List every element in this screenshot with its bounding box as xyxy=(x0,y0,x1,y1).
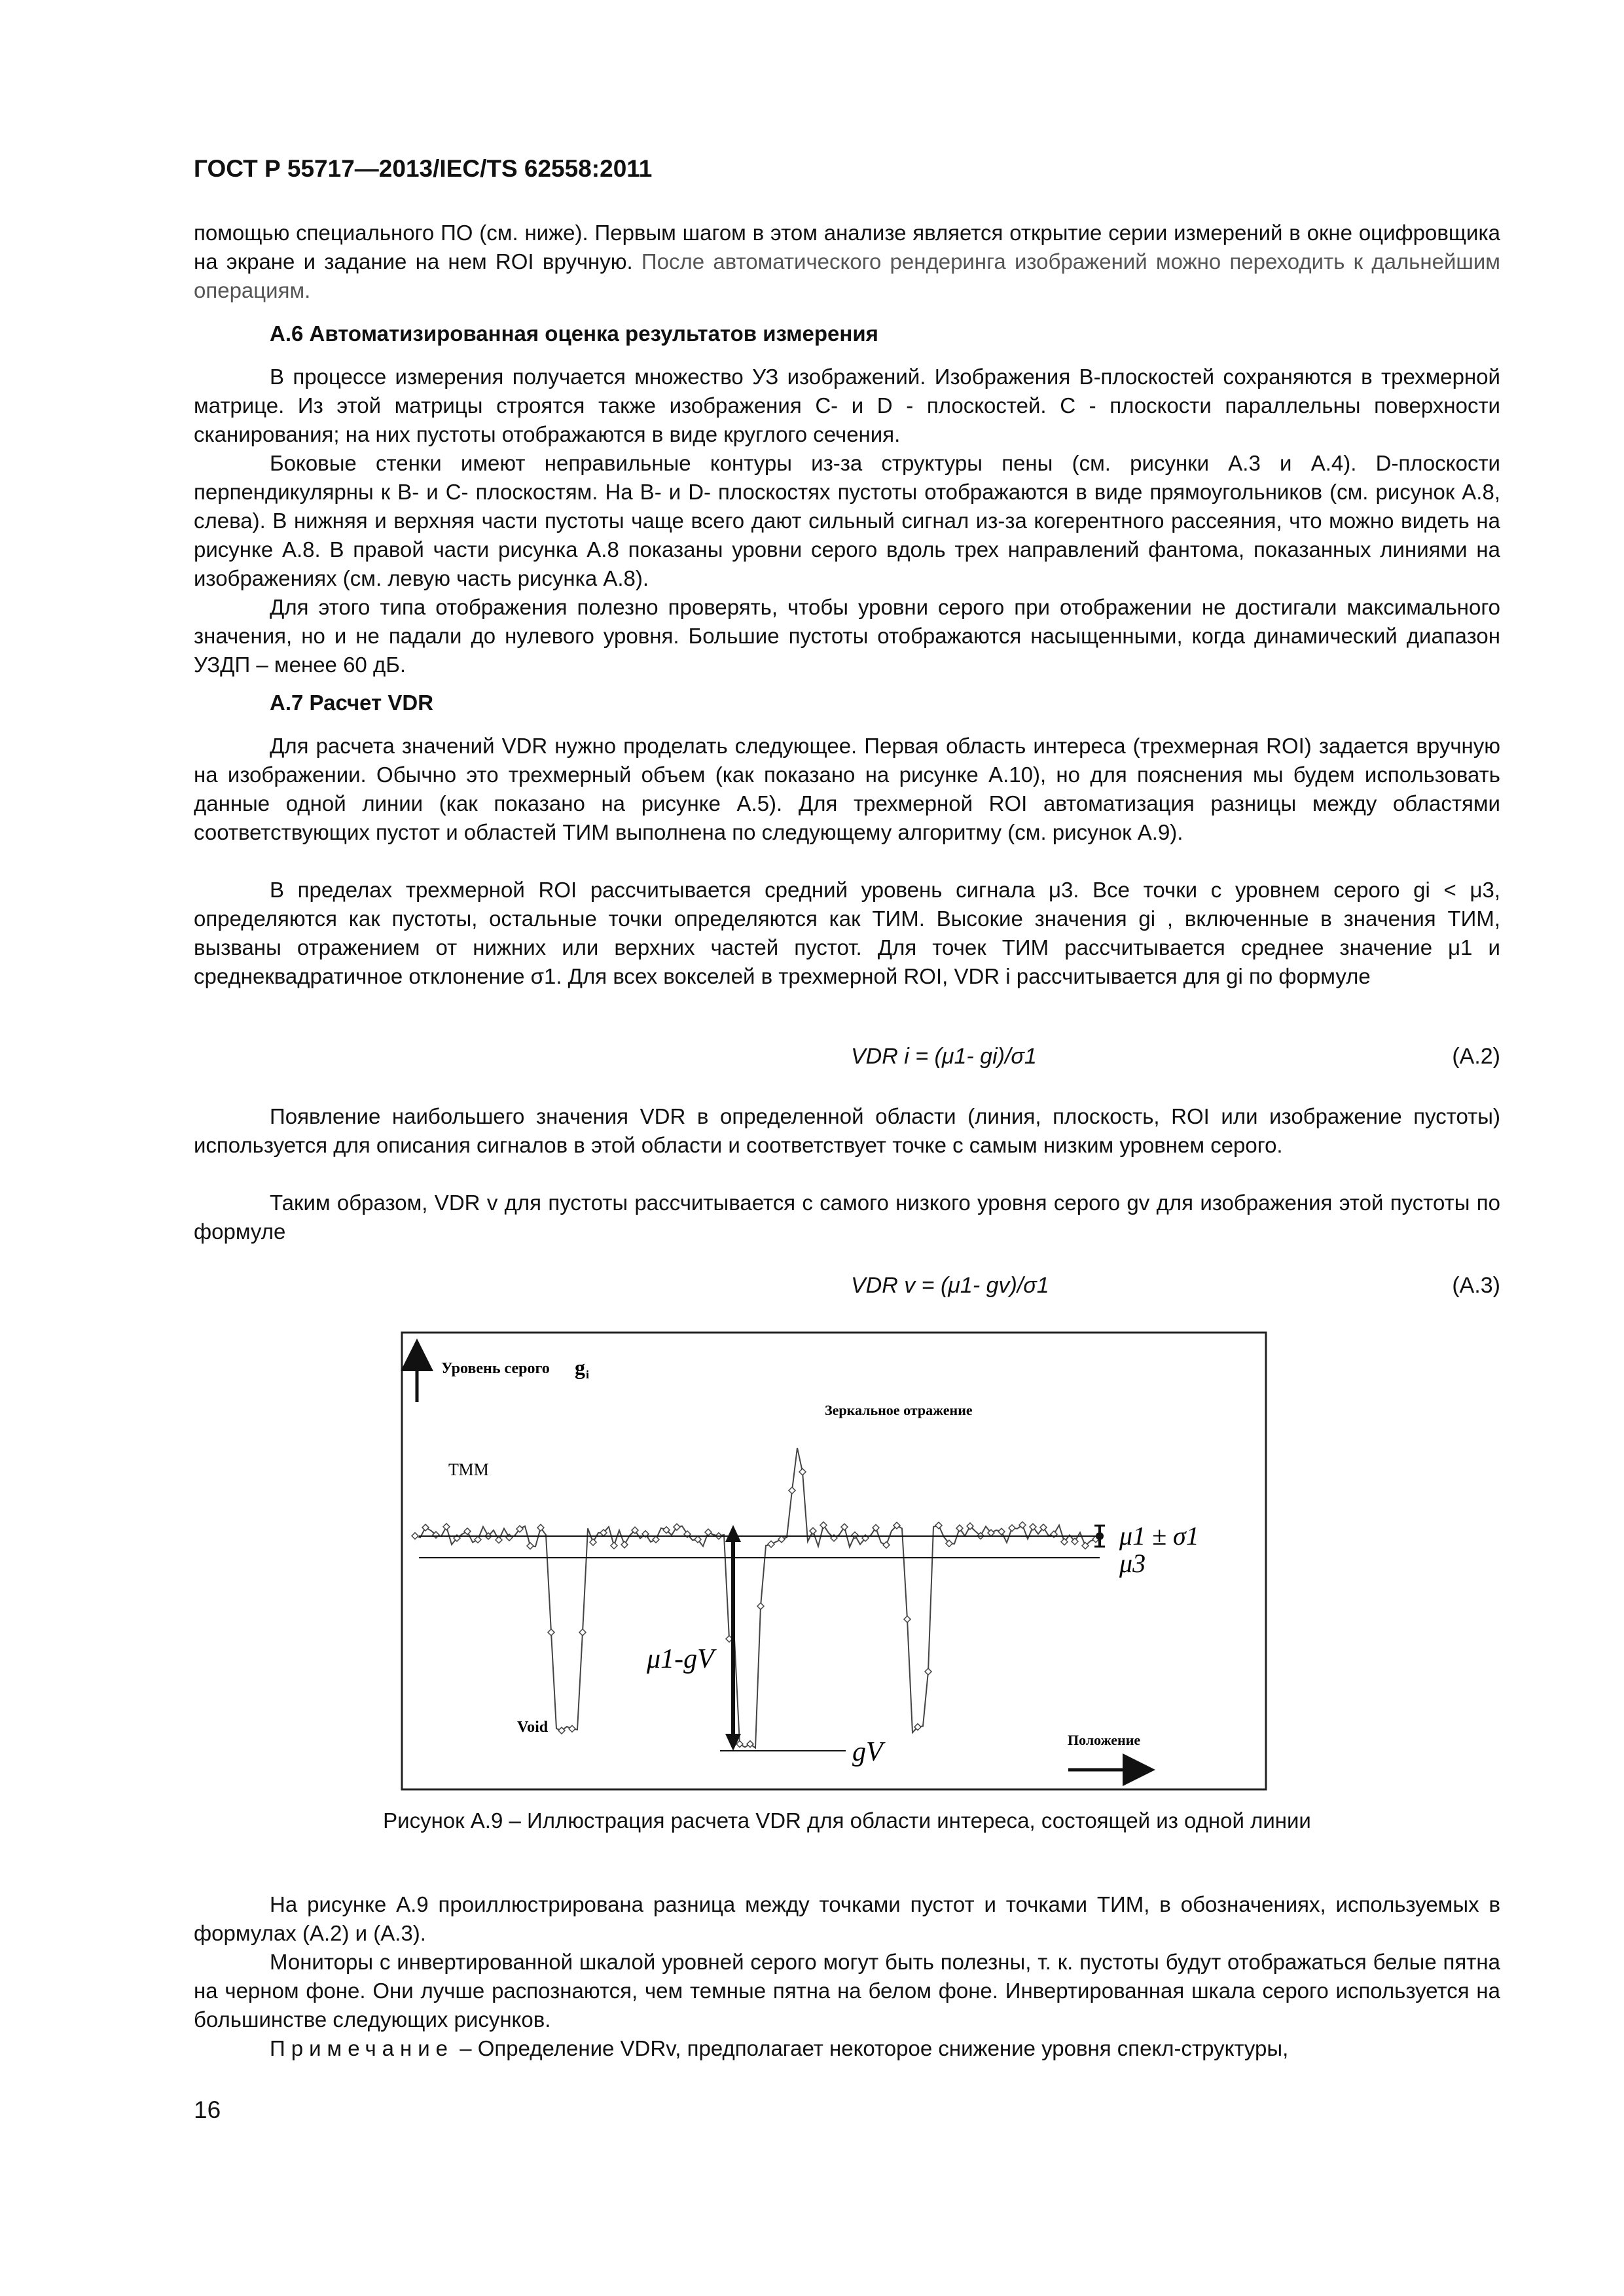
section-heading-a7: А.7 Расчет VDR xyxy=(270,691,434,715)
figure-caption: Рисунок А.9 – Иллюстрация расчета VDR для области интереса, состоящей из одной линии xyxy=(383,1808,1311,1833)
intro-text: помощью специального ПО (см. ниже). Первым шагом в этом анализе является открытие серии измерений в окне оцифровщика на экране и задание на нем ROI вручную. xyxy=(194,221,1500,274)
formula-a3: VDR v = (μ1- gv)/σ1 xyxy=(851,1273,1049,1298)
note-paragraph xyxy=(194,2034,1500,2063)
y-axis-label: Уровень серого xyxy=(441,1360,550,1377)
after-paragraph-2: Мониторы с инвертированной шкалой уровней серого могут быть полезны, т. к. пустоты будут отображаться белые пятна на черном фоне. Они лучше распознаются, чем темные пятна на белом фоне. Инвертированная шкала серого используется на большинстве следующих рисунков. xyxy=(194,1950,1500,2032)
a7-paragraph-1: Для расчета значений VDR нужно проделать следующее. Первая область интереса (трехмерная ROI) задается вручную на изображении. Обычно это трехмерный объем (как показано на рисунке А.10), но для пояснения мы будем использовать данные одной линии (как показано на рисунке А.5). Для трехмерной ROI автоматизация разницы между областями соответствующих пустот и областей ТИМ выполнена по следующему алгоритму (см. рисунок А.9). xyxy=(194,734,1500,844)
a7-paragraph-3: Появление наибольшего значения VDR в определенной области (линия, плоскость, ROI или изображение пустоты) используется для описания сигналов в этой области и соответствует точке с самым низким уровнем серого. xyxy=(194,1104,1500,1157)
after-paragraph-1: На рисунке А.9 проиллюстрирована разница между точками пустот и точками ТИМ, в обозначениях, используемых в формулах (А.2) и (А.3). xyxy=(194,1892,1500,1945)
mirror-label: Зеркальное отражение xyxy=(825,1402,973,1418)
y-axis-symbol: g xyxy=(575,1355,585,1379)
a6-paragraph-3: Для этого типа отображения полезно проверять, чтобы уровни серого при отображении не достигали максимального значения, но и не падали до нулевого уровня. Большие пустоты отображаются насыщенными, когда динамический диапазон УЗДП – менее 60 дБ. xyxy=(194,595,1500,677)
a7-paragraph-2: В пределах трехмерной ROI рассчитывается средний уровень сигнала μ3. Все точки с уровнем серого gi < μ3, определяются как пустоты, остальные точки определяются как ТИМ. Высокие значения gi , включенные в значения ТИМ, вызваны отражением от нижних или верхних частей пустот. Для точек ТИМ рассчитывается среднее значение μ1 и среднеквадратичное отклонение σ1. Для всех вокселей в трехмерной ROI, VDR i рассчитывается для gi по формуле xyxy=(194,878,1500,988)
void-label: Void xyxy=(517,1719,549,1736)
figure-a9 xyxy=(401,1331,1267,1791)
document-header: ГОСТ Р 55717—2013/IEC/TS 62558:2011 xyxy=(194,155,653,182)
gv-label: gV xyxy=(852,1737,883,1767)
mu1-sigma-label: μ1 ± σ1 xyxy=(1119,1521,1199,1551)
a6-paragraph-2: Боковые стенки имеют неправильные контуры из-за структуры пены (см. рисунки А.3 и А.4). D-плоскости перпендикулярны к B- и C- плоскостям. На B- и D- плоскостях пустоты отображаются в виде прямоугольников (см. рисунок А.8, слева). В нижняя и верхняя части пустоты чаще всего дают сильный сигнал из-за когерентного рассеяния, что можно видеть на рисунке А.8. В правой части рисунка А.8 показаны уровни серого вдоль трех направлений фантома, показанных линиями на изображениях (см. левую часть рисунка А.8). xyxy=(194,451,1500,590)
equation-number-a2: (А.2) xyxy=(1452,1044,1500,1069)
a7-paragraph-4: Таким образом, VDR v для пустоты рассчитывается с самого низкого уровня серого gv для изображения этой пустоты по формуле xyxy=(194,1191,1500,1244)
mu3-label: μ3 xyxy=(1119,1549,1146,1578)
y-axis-subscript: i xyxy=(586,1368,590,1381)
equation-number-a3: (А.3) xyxy=(1452,1273,1500,1298)
section-heading-a6: А.6 Автоматизированная оценка результатов измерения xyxy=(270,321,878,346)
note-label: Примечание xyxy=(270,2036,454,2060)
page-number: 16 xyxy=(194,2096,221,2123)
intro-text-grey: После автоматического рендеринга изображений можно переходить к дальнейшим операциям. xyxy=(194,249,1500,302)
formula-a2: VDR i = (μ1- gi)/σ1 xyxy=(851,1044,1037,1069)
note-text: – Определение VDRv, предполагает некоторое снижение уровня спекл-структуры, xyxy=(460,2036,1289,2060)
tmm-label: ТММ xyxy=(448,1460,489,1479)
position-label: Положение xyxy=(1068,1732,1141,1748)
a6-paragraph-1: В процессе измерения получается множество УЗ изображений. Изображения B-плоскостей сохраняются в трехмерной матрице. Из этой матрицы строятся также изображения C- и D - плоскостей. C - плоскости параллельны поверхности сканирования; на них пустоты отображаются в виде круглого сечения. xyxy=(194,365,1500,446)
mu1-gv-label: μ1-gV xyxy=(647,1644,714,1674)
intro-paragraph xyxy=(194,219,1500,305)
